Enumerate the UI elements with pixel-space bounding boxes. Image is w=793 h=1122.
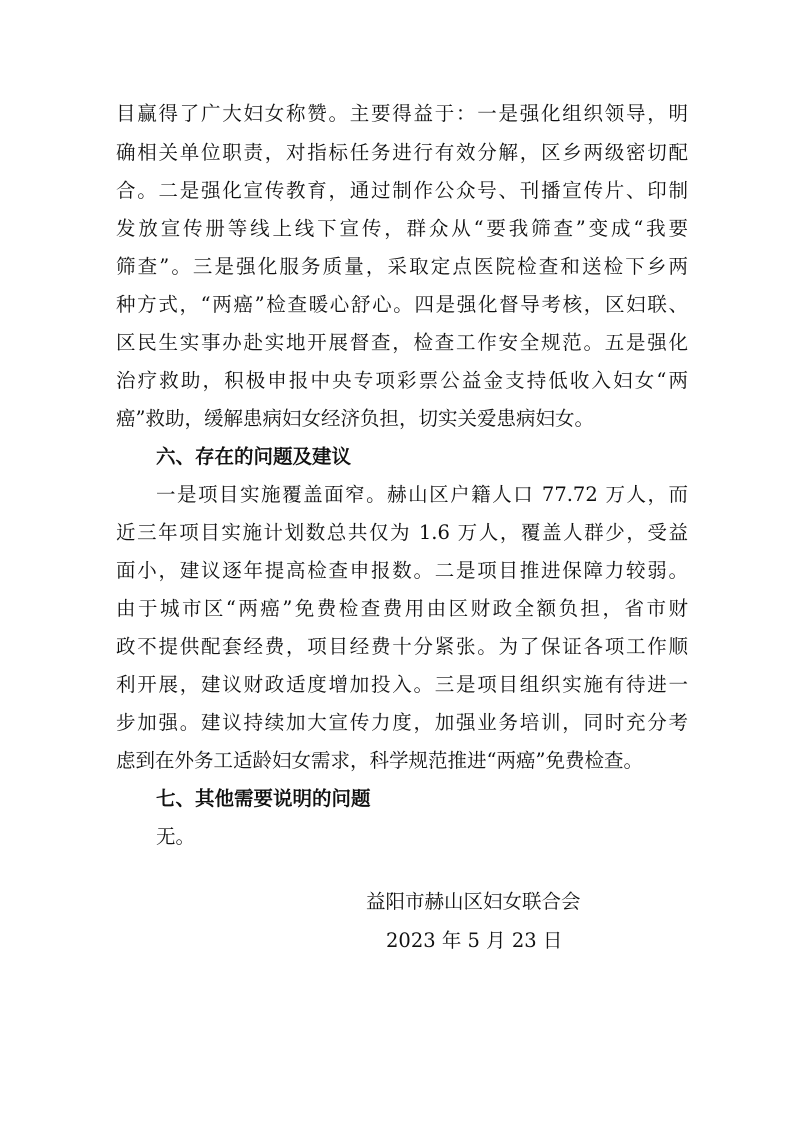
section-heading: 七、其他需要说明的问题 — [156, 787, 371, 810]
signature-date: 2023 年 5 月 23 日 — [386, 929, 563, 952]
body-line: 由于城市区“两癌”免费检查费用由区财政全额负担，省市财 — [116, 597, 688, 620]
body-line: 无。 — [156, 825, 196, 848]
body-line: 发放宣传册等线上线下宣传，群众从“要我筛查”变成“我要 — [116, 217, 688, 240]
body-line: 近三年项目实施计划数总共仅为 1.6 万人，覆盖人群少，受益 — [116, 521, 688, 544]
body-line: 步加强。建议持续加大宣传力度，加强业务培训，同时充分考 — [116, 711, 688, 734]
body-line: 治疗救助，积极申报中央专项彩票公益金支持低收入妇女“两 — [116, 369, 688, 392]
body-line: 政不提供配套经费，项目经费十分紧张。为了保证各项工作顺 — [116, 635, 688, 658]
body-line: 确相关单位职责，对指标任务进行有效分解，区乡两级密切配 — [116, 141, 688, 164]
body-line: 虑到在外务工适龄妇女需求，科学规范推进“两癌”免费检查。 — [116, 749, 643, 772]
body-line: 筛查”。三是强化服务质量，采取定点医院检查和送检下乡两 — [116, 255, 688, 278]
body-line: 一是项目实施覆盖面窄。赫山区户籍人口 77.72 万人，而 — [156, 483, 688, 506]
body-line: 癌”救助，缓解患病妇女经济负担，切实关爱患病妇女。 — [116, 407, 594, 430]
body-line: 区民生实事办赴实地开展督查，检查工作安全规范。五是强化 — [116, 331, 688, 354]
body-line: 目赢得了广大妇女称赞。主要得益于：一是强化组织领导，明 — [116, 102, 688, 125]
body-line: 利开展，建议财政适度增加投入。三是项目组织实施有待进一 — [116, 673, 688, 696]
body-line: 面小，建议逐年提高检查申报数。二是项目推进保障力较弱。 — [116, 559, 688, 582]
signature-organization: 益阳市赫山区妇女联合会 — [366, 890, 581, 913]
section-heading: 六、存在的问题及建议 — [156, 445, 352, 468]
body-line: 种方式，“两癌”检查暖心舒心。四是强化督导考核，区妇联、 — [116, 293, 688, 316]
body-line: 合。二是强化宣传教育，通过制作公众号、刊播宣传片、印制 — [116, 179, 688, 202]
